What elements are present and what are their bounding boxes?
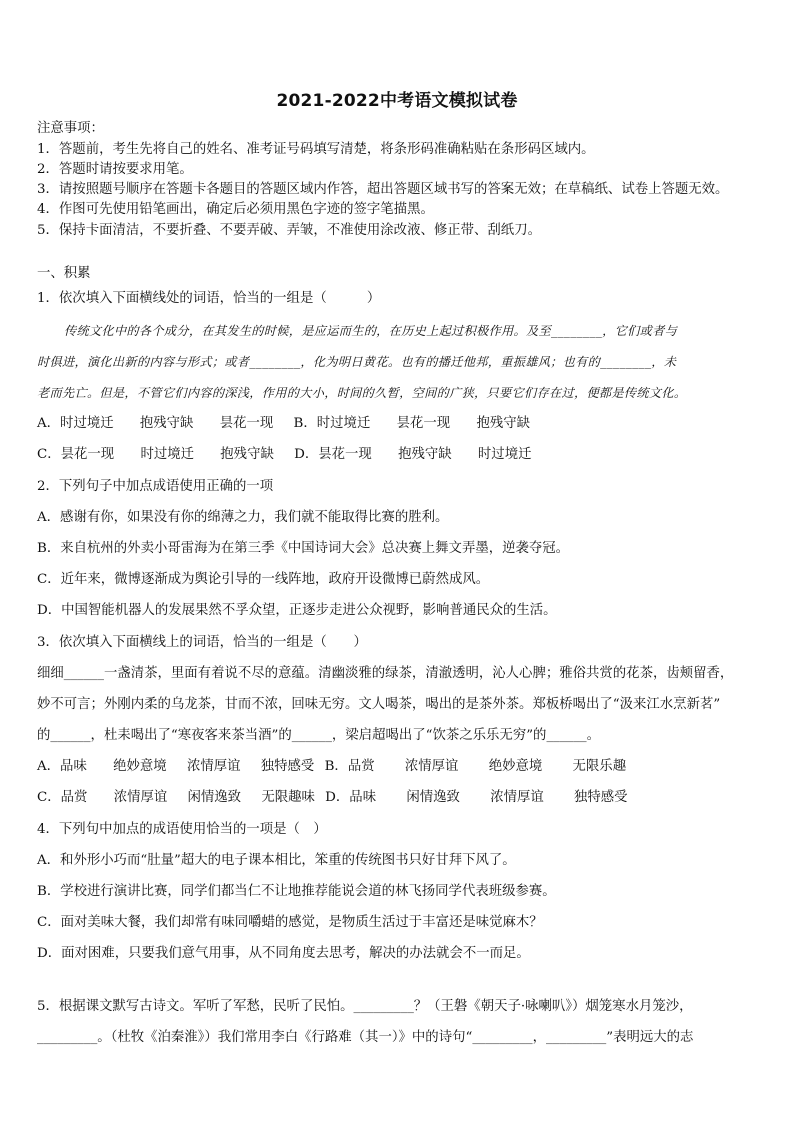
- option-word: 抱残守缺: [139, 416, 194, 431]
- option-word: 独特感受: [574, 790, 628, 805]
- notice-item: 5．保持卡面清洁，不要折叠、不要弄破、弄皱，不准使用涂改液、修正带、刮纸刀。: [37, 223, 541, 238]
- option-word: 时过境迁: [140, 447, 195, 462]
- option-word: 浓情厚谊: [186, 759, 241, 774]
- option-c: C．昙花一现: [37, 447, 115, 462]
- question-4-option: B．学校进行演讲比赛，同学们都当仁不让地推荐能说会道的林飞扬同学代表班级参赛。: [37, 884, 556, 899]
- option-word: 浓情厚谊: [490, 790, 544, 805]
- question-2-option: C．近年来，微博逐渐成为舆论引导的一线阵地，政府开设微博已蔚然成风。: [37, 572, 490, 587]
- question-3-stem: 3．依次填入下面横线上的词语，恰当的一组是（ ）: [37, 635, 367, 650]
- option-word: 闲情逸致: [406, 790, 460, 805]
- page-title: 2021-2022中考语文模拟试卷: [276, 91, 518, 111]
- option-word: 无限趣味: [261, 790, 315, 805]
- notice-heading: 注意事项：: [37, 121, 104, 136]
- question-3-passage-line: 的______，杜耒喝出了“寒夜客来茶当酒”的______，梁启超喝出了“饮茶之乐乐无穷”的______。: [37, 728, 601, 743]
- option-c: C．品赏: [37, 790, 88, 805]
- option-word: 浓情厚谊: [404, 759, 459, 774]
- question-4-stem: 4．下列句中加点的成语使用恰当的一项是（ ）: [37, 822, 327, 837]
- option-word: 独特感受: [260, 759, 315, 774]
- question-4-option: C．面对美味大餐，我们却常有味同嚼蜡的感觉，是物质生活过于丰富还是味觉麻木？: [37, 915, 543, 930]
- question-1-options-row: [37, 415, 530, 433]
- notice-item: 2．答题时请按要求用笔。: [37, 162, 193, 177]
- question-3-passage-line: 细细______一盏清茶，里面有着说不尽的意蕴。清幽淡雅的绿茶，清澈透明，沁人心脾；雅俗共赏的花茶，齿颊留香，: [37, 666, 734, 681]
- option-word: 浓情厚谊: [113, 790, 168, 805]
- option-word: 绝妙意境: [488, 759, 543, 774]
- option-a: A．时过境迁: [37, 416, 114, 431]
- question-2-option: B．来自杭州的外卖小哥雷海为在第三季《中国诗词大会》总决赛上舞文弄墨，逆袭夺冠。: [37, 541, 570, 556]
- question-5-line: 5．根据课文默写古诗文。军听了军愁，民听了民怕。_________？（王磐《朝天子·咏喇叭》）烟笼寒水月笼沙，: [37, 999, 693, 1014]
- option-word: 昙花一现: [219, 416, 274, 431]
- option-word: 抱残守缺: [220, 447, 274, 462]
- question-1-options-row: [37, 446, 531, 464]
- question-1-passage-line: 传统文化中的各个成分，在其发生的时候，是应运而生的，在历史上起过积极作用。及至________，它们或者与: [64, 324, 678, 338]
- question-4-option: D．面对困难，只要我们意气用事，从不同角度去思考，解决的办法就会不一而足。: [37, 946, 530, 961]
- option-word: 时过境迁: [477, 447, 532, 462]
- question-3-options-row: [37, 758, 626, 776]
- question-2-stem: 2．下列句子中加点成语使用正确的一项: [37, 479, 274, 494]
- question-2-option: D．中国智能机器人的发展果然不孚众望，正逐步走进公众视野，影响普通民众的生活。: [37, 603, 557, 618]
- question-4-option: A．和外形小巧而“肚量”超大的电子课本相比，笨重的传统图书只好甘拜下风了。: [37, 853, 516, 868]
- question-3-options-row: [37, 789, 628, 807]
- option-b: B．时过境迁: [293, 416, 371, 431]
- option-word: 抱残守缺: [476, 416, 530, 431]
- question-2-option: A．感谢有你，如果没有你的绵薄之力，我们就不能取得比赛的胜利。: [37, 510, 449, 525]
- option-d: D．昙花一现: [294, 447, 372, 462]
- notice-item: 4．作图可先使用铅笔画出，确定后必须用黑色字迹的签字笔描黑。: [37, 202, 434, 217]
- option-word: 昙花一现: [396, 416, 451, 431]
- question-1-passage-line: 时俱进，演化出新的内容与形式；或者________，化为明日黄花。也有的播迁他邦，重振雄风；也有的________，未: [37, 355, 677, 369]
- notice-item: 3．请按照题号顺序在答题卡各题目的答题区域内作答，超出答题区域书写的答案无效；在草稿纸、试卷上答题无效。: [37, 182, 729, 197]
- option-d: D．品味: [325, 790, 377, 805]
- notice-item: 1．答题前，考生先将自己的姓名、准考证号码填写清楚，将条形码准确粘贴在条形码区域内。: [37, 142, 595, 157]
- section-heading: 一、积累: [37, 266, 91, 281]
- option-word: 闲情逸致: [187, 790, 242, 805]
- option-a: A．品味: [37, 759, 87, 774]
- question-1-stem: 1．依次填入下面横线处的词语，恰当的一组是（ ）: [37, 291, 381, 306]
- option-word: 绝妙意境: [113, 759, 167, 774]
- question-1-passage-line: 老而先亡。但是，不管它们内容的深浅，作用的大小，时间的久暂，空间的广狭，只要它们存在过，便都是传统文化。: [37, 386, 687, 400]
- question-5-line: _________。（杜牧《泊秦淮》）我们常用李白《行路难（其一）》中的诗句“_________，_________”表明远大的志: [37, 1030, 694, 1045]
- question-3-passage-line: 妙不可言；外刚内柔的乌龙茶，甘而不浓，回味无穷。文人喝茶，喝出的是茶外茶。郑板桥喝出了“汲来江水烹新茗”: [37, 697, 721, 712]
- option-b: B．品赏: [324, 759, 375, 774]
- option-word: 抱残守缺: [398, 447, 452, 462]
- option-word: 无限乐趣: [572, 759, 627, 774]
